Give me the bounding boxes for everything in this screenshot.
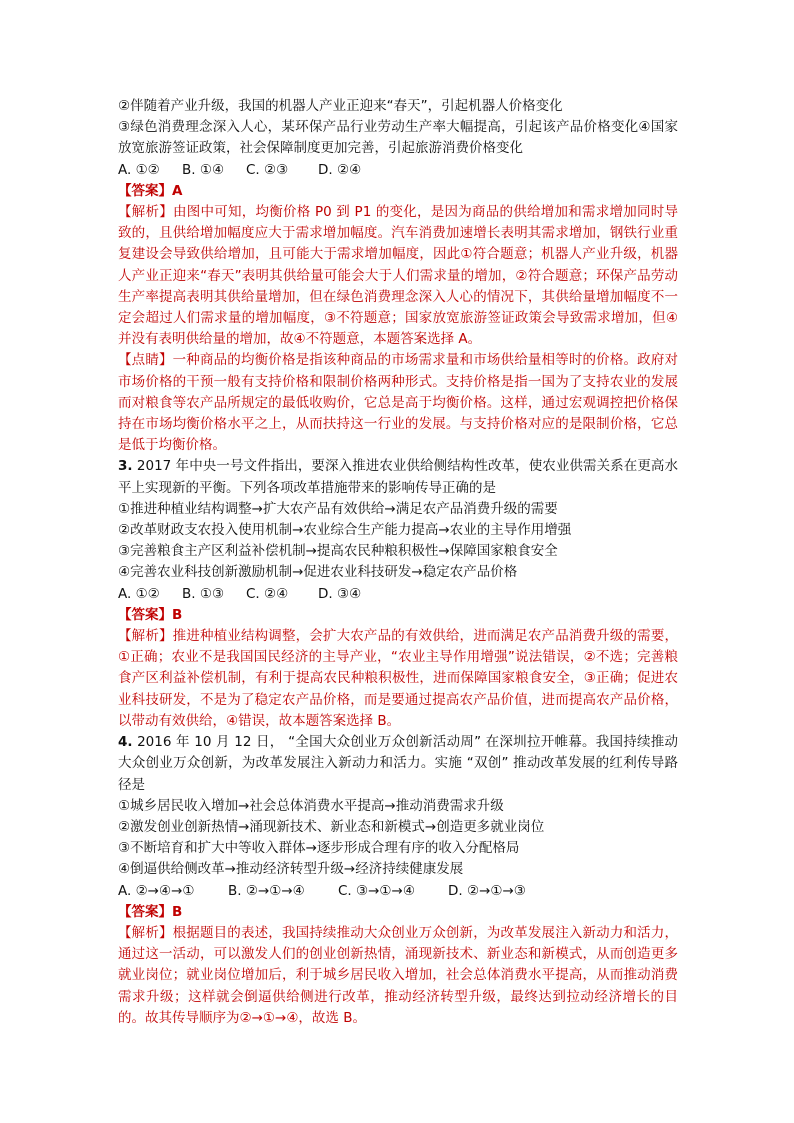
q3-option-b: B. ①③ [182,585,225,602]
q4-item-3: ③不断培育和扩大中等收入群体→逐步形成合理有序的收入分配格局 [118,840,520,857]
q4-item-1: ①城乡居民收入增加→社会总体消费水平提高→推动消费需求升级 [118,797,504,814]
q4-item-4: ④倒逼供给侧改革→推动经济转型升级→经济持续健康发展 [118,861,464,878]
q3-options [118,584,678,605]
q3-item-4: ④完善农业科技创新激励机制→促进农业科技研发→稳定农产品价格 [118,564,518,581]
q4-number: 4. [118,734,133,751]
q4-option-d: D. ②→①→③ [448,882,526,899]
q2-options [118,160,678,181]
q2-answer: 【答案】A [118,182,183,199]
q3-stem: 2017 年中央一号文件指出，要深入推进农业供给侧结构性改革，使农业供需关系在更高水平上实现新的平衡。下列各项改革措施带来的影响传导正确的是 [118,458,678,496]
q3-analysis: 【解析】推进种植业结构调整，会扩大农产品的有效供给，进而满足农产品消费升级的需要，①正确；农业不是我国国民经济的主导产业，“农业主导作用增强”说法错误，②不选；完善粮食产区利益补偿机制，有利于提高农民种粮积极性，进而保障国家粮食安全，③正确；促进农业科技研发，不是为了稳定农产品价格，而是要通过提高农产品价值，进而提高农产品价格，以带动有效供给，④错误，故本题答案选择 B。 [118,628,678,729]
q3-number: 3. [118,458,133,475]
q4-option-a: A. ②→④→① [118,882,195,899]
document-page [118,96,678,1029]
q4-item-2: ②激发创业创新热情→涌现新技术、新业态和新模式→创造更多就业岗位 [118,818,545,835]
q3-item-2: ②改革财政支农投入使用机制→农业综合生产能力提高→农业的主导作用增强 [118,522,572,539]
q3-item-3: ③完善粮食主产区利益补偿机制→提高农民种粮积极性→保障国家粮食安全 [118,543,558,560]
q4-option-b: B. ②→①→④ [228,882,305,899]
q2-item-3-4: ③绿色消费理念深入人心，某环保产品行业劳动生产率大幅提高，引起该产品价格变化④国家放宽旅游签证政策，社会保障制度更加完善，引起旅游消费价格变化 [118,119,678,157]
q3-answer: 【答案】B [118,606,183,623]
q2-option-d: D. ②④ [318,161,362,178]
q3-option-c: C. ②④ [246,585,289,602]
q2-option-c: C. ②③ [246,161,289,178]
q2-analysis: 【解析】由图中可知，均衡价格 P0 到 P1 的变化，是因为商品的供给增加和需求增加同时导致的，且供给增加幅度应大于需求增加幅度。汽车消费加速增长表明其需求增加，钢铁行业重复建设会导致供给增加，且可能大于需求增加幅度，因此①符合题意；机器人产业升级，机器人产业正迎来“春天”表明其供给量可能会大于人们需求量的增加，②符合题意；环保产品劳动生产率提高表明其供给量增加，但在绿色消费理念深入人心的情况下，其供给量增加幅度不一定会超过人们需求量的增加幅度，③不符题意；国家放宽旅游签证政策会导致需求增加，但④并没有表明供给量的增加，故④不符题意，本题答案选择 A。 [118,204,678,348]
q3-option-d: D. ③④ [318,585,362,602]
q4-options [118,881,678,902]
q2-option-b: B. ①④ [182,161,225,178]
q3-option-a: A. ①② [118,585,160,602]
q4-option-c: C. ③→①→④ [338,882,415,899]
q4-answer: 【答案】B [118,903,183,920]
q3-stem-block [118,456,678,498]
q2-option-a: A. ①② [118,161,160,178]
q3-item-1: ①推进种植业结构调整→扩大农产品有效供给→满足农产品消费升级的需要 [118,500,558,517]
q4-analysis: 【解析】根据题目的表述，我国持续推动大众创业万众创新，为改革发展注入新动力和活力，通过这一活动，可以激发人们的创业创新热情，涌现新技术、新业态和新模式，从而创造更多就业岗位；就业岗位增加后，利于城乡居民收入增加，社会总体消费水平提高，从而推动消费需求升级；这样就会倒逼供给侧进行改革，推动经济转型升级，最终达到拉动经济增长的目的。故其传导顺序为②→①→④，故选 B。 [118,924,678,1026]
q2-tip: 【点睛】一种商品的均衡价格是指该种商品的市场需求量和市场供给量相等时的价格。政府对市场价格的干预一般有支持价格和限制价格两种形式。支持价格是指一国为了支持农业的发展而对粮食等农产品所规定的最低收购价，它总是高于均衡价格。这样，通过宏观调控把价格保持在市场均衡价格水平之上，从而扶持这一行业的发展。与支持价格对应的是限制价格，它总是低于均衡价格。 [118,352,678,454]
q4-stem-block [118,732,678,796]
q2-item-2: ②伴随着产业升级，我国的机器人产业正迎来“春天”，引起机器人价格变化 [118,98,563,114]
q4-stem: 2016 年 10 月 12 日， “全国大众创业万众创新活动周” 在深圳拉开帷幕。我国持续推动大众创业万众创新，为改革发展注入新动力和活力。实施 “双创” 推动改革发展的红利传导路径是 [118,734,678,793]
